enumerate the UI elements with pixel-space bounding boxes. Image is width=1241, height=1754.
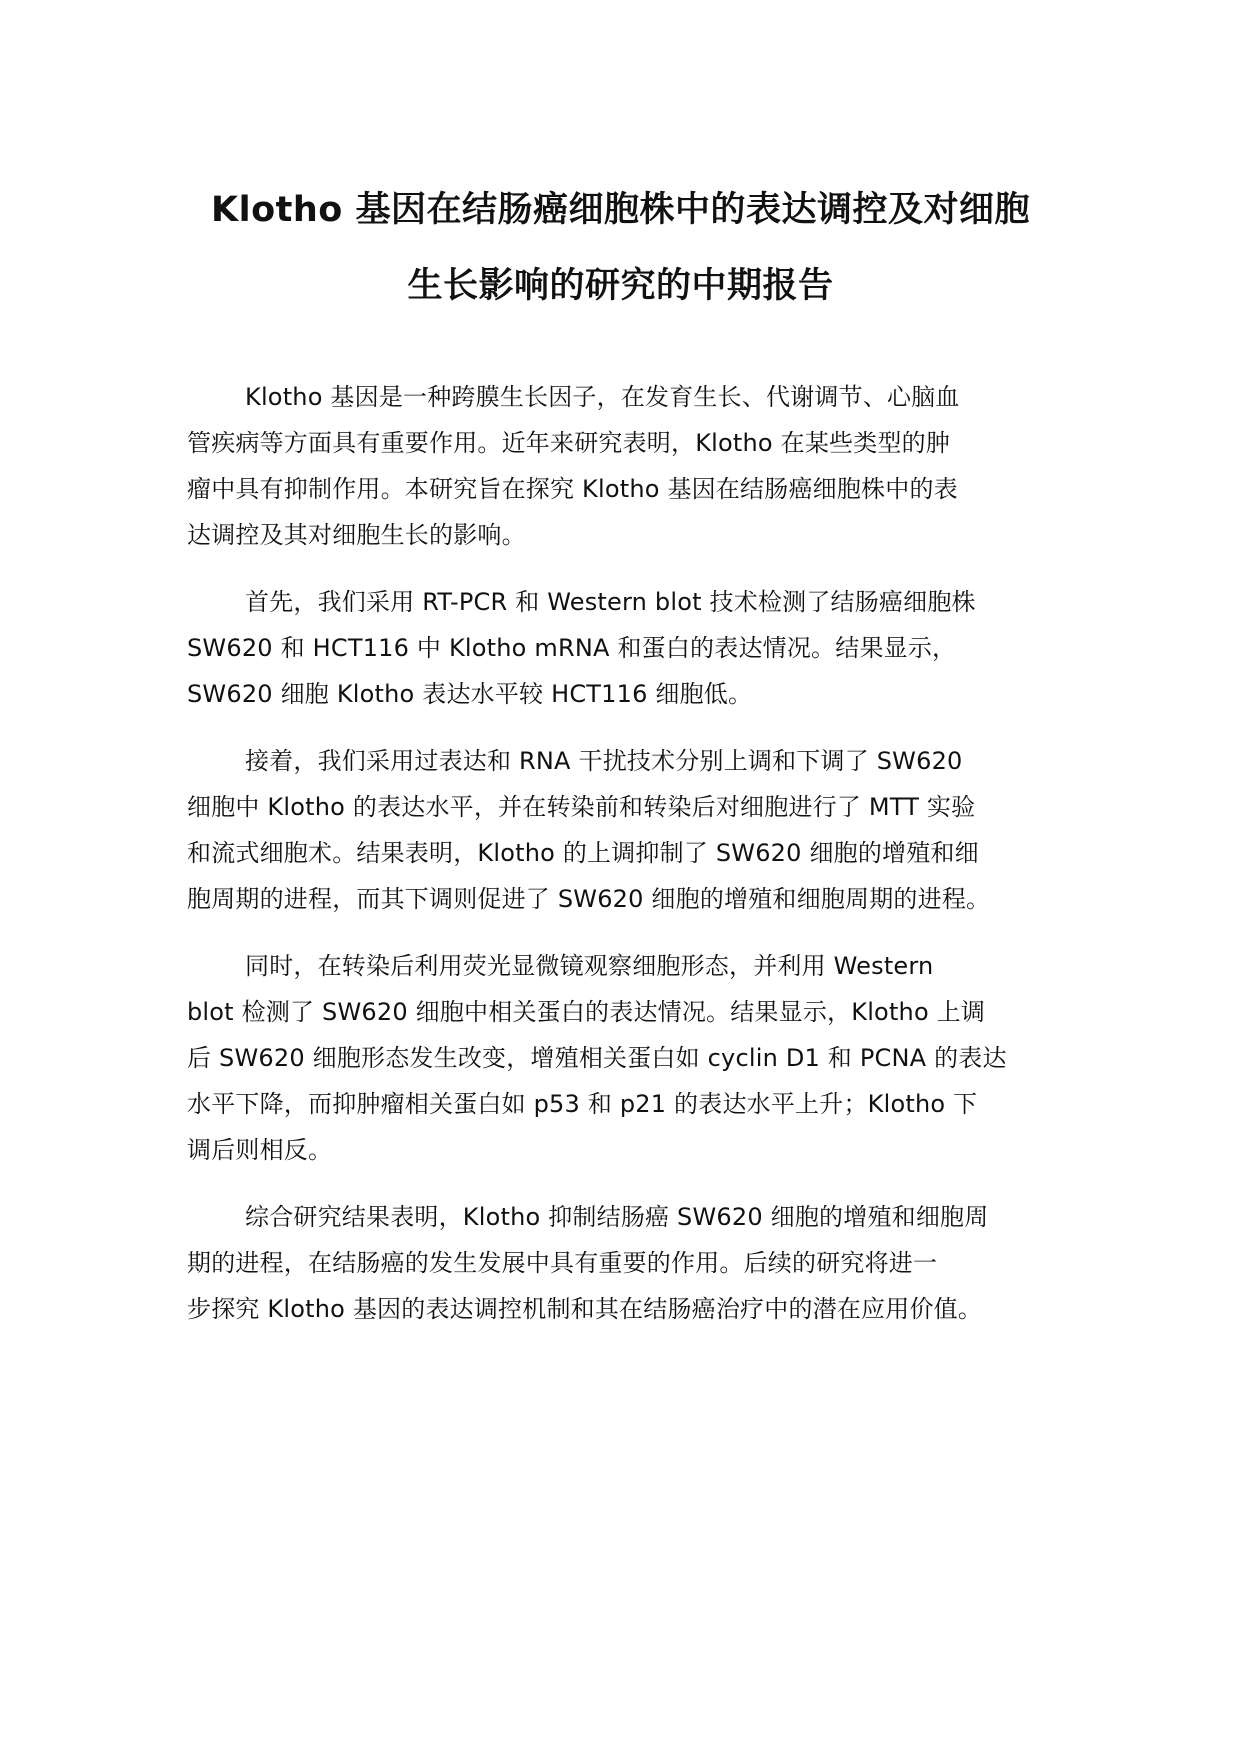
paragraph-line: blot 检测了 SW620 细胞中相关蛋白的表达情况。结果显示，Klotho 上调 [187,998,986,1026]
paragraph-line: SW620 细胞 Klotho 表达水平较 HCT116 细胞低。 [187,680,753,708]
document-title [150,172,1091,324]
paragraph-line: 瘤中具有抑制作用。本研究旨在探究 Klotho 基因在结肠癌细胞株中的表 [187,475,958,503]
document-body [187,374,1067,1353]
title-line-1: Klotho 基因在结肠癌细胞株中的表达调控及对细胞 [210,190,1031,230]
paragraph-line: 胞周期的进程，而其下调则促进了 SW620 细胞的增殖和细胞周期的进程。 [187,885,991,913]
paragraph-line: 达调控及其对细胞生长的影响。 [187,521,526,549]
paragraph-line: Klotho 基因是一种跨膜生长因子，在发育生长、代谢调节、心脑血 [245,383,960,411]
paragraph-line: 调后则相反。 [187,1136,333,1164]
paragraph-line: 后 SW620 细胞形态发生改变，增殖相关蛋白如 cyclin D1 和 PCNA 的表达 [187,1044,1007,1072]
paragraph-3 [187,738,1067,922]
paragraph-line: 步探究 Klotho 基因的表达调控机制和其在结肠癌治疗中的潜在应用价值。 [187,1295,983,1323]
paragraph-line: 期的进程，在结肠癌的发生发展中具有重要的作用。后续的研究将进一 [187,1249,938,1277]
paragraph-line: 和流式细胞术。结果表明，Klotho 的上调抑制了 SW620 细胞的增殖和细 [187,839,979,867]
title-line-2: 生长影响的研究的中期报告 [407,266,834,306]
paragraph-line: 接着，我们采用过表达和 RNA 干扰技术分别上调和下调了 SW620 [245,747,963,775]
paragraph-line: 首先，我们采用 RT-PCR 和 Western blot 技术检测了结肠癌细胞株 [245,588,976,616]
paragraph-line: 水平下降，而抑肿瘤相关蛋白如 p53 和 p21 的表达水平上升；Klotho 下 [187,1090,978,1118]
paragraph-1 [187,374,1067,558]
paragraph-line: 综合研究结果表明，Klotho 抑制结肠癌 SW620 细胞的增殖和细胞周 [245,1203,989,1231]
paragraph-5 [187,1194,1067,1332]
paragraph-line: SW620 和 HCT116 中 Klotho mRNA 和蛋白的表达情况。结果显示， [187,634,957,662]
paragraph-line: 细胞中 Klotho 的表达水平，并在转染前和转染后对细胞进行了 MTT 实验 [187,793,976,821]
paragraph-line: 管疾病等方面具有重要作用。近年来研究表明，Klotho 在某些类型的肿 [187,429,951,457]
paragraph-line: 同时，在转染后利用荧光显微镜观察细胞形态，并利用 Western [245,952,934,980]
paragraph-2 [187,579,1067,717]
paragraph-4 [187,943,1067,1173]
